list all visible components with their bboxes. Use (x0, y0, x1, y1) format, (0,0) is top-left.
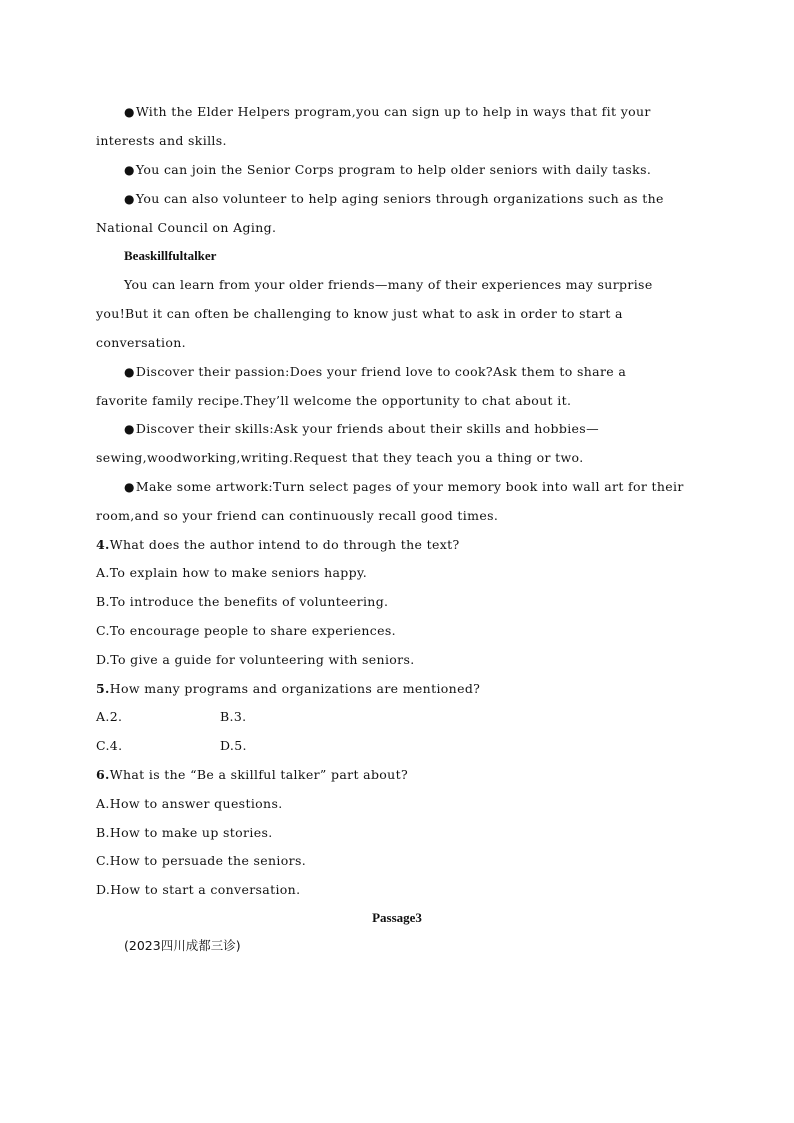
option-d: D.How to start a conversation. (96, 882, 301, 897)
source-note: (2023四川成都三诊) (124, 938, 241, 953)
option-a: A.To explain how to make seniors happy. (96, 565, 368, 580)
option-c: C.How to persuade the seniors. (96, 853, 307, 868)
question-number: 5. (96, 681, 110, 696)
question-5 (96, 681, 696, 697)
question-text: How many programs and organizations are mentioned? (109, 681, 481, 696)
bullet-icon: ● (124, 105, 135, 119)
option-row (96, 709, 696, 725)
option-c: C.4. (96, 738, 123, 753)
bullet-line: ●Make some artwork:Turn select pages of your memory book into wall art for their (124, 479, 684, 494)
option-d: D.To give a guide for volunteering with seniors. (96, 652, 415, 667)
bullet-line: ●Discover their passion:Does your friend love to cook?Ask them to share a (124, 364, 627, 379)
bullet-line: ●With the Elder Helpers program,you can sign up to help in ways that fit your (124, 104, 651, 119)
question-6 (96, 767, 696, 783)
question-text: What does the author intend to do through the text? (109, 537, 460, 552)
bullet-icon: ● (124, 192, 135, 206)
paragraph-line: you!But it can often be challenging to know just what to ask in order to start a (96, 306, 623, 321)
option-d: D.5. (220, 738, 247, 753)
bullet-line: ●You can join the Senior Corps program to help older seniors with daily tasks. (124, 162, 652, 177)
option-a: A.2. (96, 709, 123, 724)
section-heading: Beaskillfultalker (124, 248, 217, 263)
option-a: A.How to answer questions. (96, 796, 283, 811)
option-b: B.How to make up stories. (96, 825, 273, 840)
option-b: B.To introduce the benefits of volunteering. (96, 594, 389, 609)
option-c: C.To encourage people to share experiences. (96, 623, 396, 638)
bullet-icon: ● (124, 480, 135, 494)
paragraph-line: sewing,woodworking,writing.Request that they teach you a thing or two. (96, 450, 584, 465)
paragraph-line: You can learn from your older friends—many of their experiences may surprise (124, 277, 653, 292)
paragraph-line: interests and skills. (96, 133, 227, 148)
paragraph-line: room,and so your friend can continuously recall good times. (96, 508, 499, 523)
bullet-icon: ● (124, 163, 135, 177)
paragraph-line: National Council on Aging. (96, 220, 277, 235)
question-number: 4. (96, 537, 110, 552)
passage-title: Passage3 (372, 910, 422, 925)
question-text: What is the “Be a skillful talker” part about? (109, 767, 408, 782)
paragraph-line: favorite family recipe.They’ll welcome the opportunity to chat about it. (96, 393, 572, 408)
paragraph-line: conversation. (96, 335, 186, 350)
question-number: 6. (96, 767, 110, 782)
bullet-icon: ● (124, 422, 135, 436)
option-row (96, 738, 696, 754)
question-4 (96, 537, 696, 553)
bullet-line: ●You can also volunteer to help aging seniors through organizations such as the (124, 191, 664, 206)
option-b: B.3. (220, 709, 247, 724)
bullet-icon: ● (124, 365, 135, 379)
bullet-line: ●Discover their skills:Ask your friends about their skills and hobbies— (124, 421, 599, 436)
